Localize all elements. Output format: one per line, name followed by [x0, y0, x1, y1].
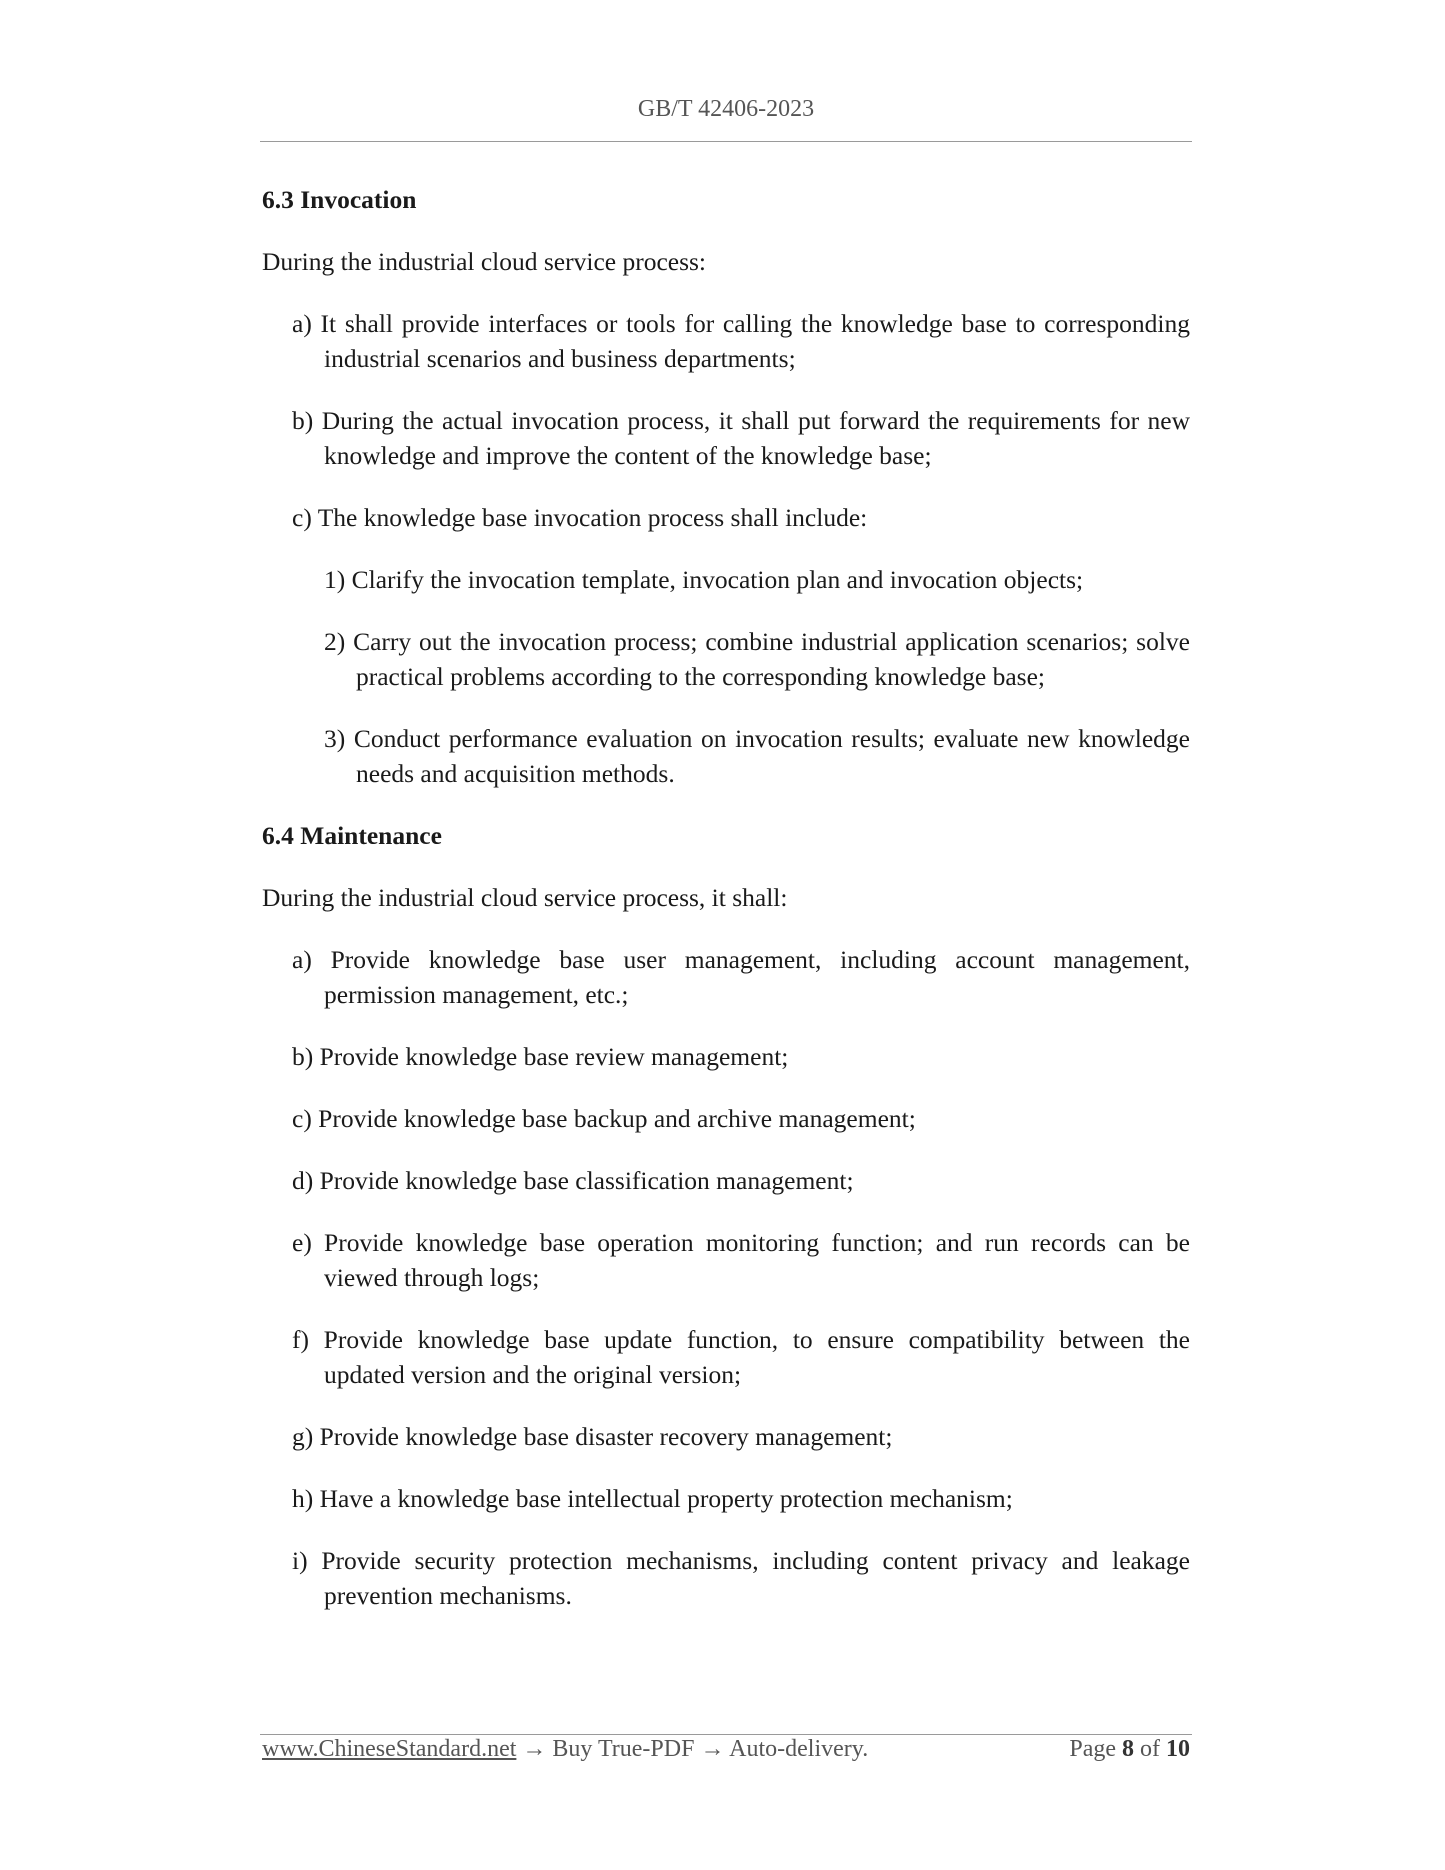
- document-header: GB/T 42406-2023: [637, 96, 815, 122]
- of-word: of: [1140, 1736, 1160, 1762]
- page-number: [1069, 1736, 1190, 1763]
- section-intro: During the industrial cloud service process:: [262, 247, 707, 276]
- list-item: b) Provide knowledge base review management;: [292, 1042, 789, 1071]
- header-rule: [260, 141, 1192, 142]
- footer-left: [262, 1736, 868, 1763]
- section-intro: During the industrial cloud service process, it shall:: [262, 883, 788, 912]
- page-total: 10: [1166, 1736, 1190, 1762]
- sub-list-item: 1) Clarify the invocation template, invocation plan and invocation objects;: [324, 565, 1084, 594]
- sub-list-item: 3) Conduct performance evaluation on invocation results; evaluate new knowledge needs and acquisition methods.: [324, 724, 1190, 788]
- arrow-right-icon: →: [700, 1736, 725, 1762]
- list-item: a) Provide knowledge base user management, including account management, permission management, etc.;: [292, 945, 1190, 1009]
- section-heading-invocation: 6.3 Invocation: [262, 185, 417, 214]
- list-item: i) Provide security protection mechanisms, including content privacy and leakage prevention mechanisms.: [292, 1546, 1190, 1610]
- page-footer: [262, 1736, 1190, 1763]
- list-item: d) Provide knowledge base classification management;: [292, 1166, 854, 1195]
- list-item: c) Provide knowledge base backup and archive management;: [292, 1104, 916, 1133]
- website-link[interactable]: www.ChineseStandard.net: [262, 1736, 517, 1762]
- list-item: e) Provide knowledge base operation monitoring function; and run records can be viewed through logs;: [292, 1228, 1190, 1292]
- list-item: c) The knowledge base invocation process shall include:: [292, 503, 868, 532]
- footer-rule: [260, 1734, 1192, 1735]
- arrow-right-icon: →: [522, 1736, 547, 1762]
- sub-list-item: 2) Carry out the invocation process; combine industrial application scenarios; solve practical problems according to the corresponding knowledge base;: [324, 627, 1190, 691]
- list-item: b) During the actual invocation process, it shall put forward the requirements for new knowledge and improve the content of the knowledge base;: [292, 406, 1190, 470]
- list-item: g) Provide knowledge base disaster recovery management;: [292, 1422, 893, 1451]
- page-word: Page: [1069, 1736, 1116, 1762]
- buy-true-pdf-text: Buy True-PDF: [552, 1736, 695, 1762]
- page-current: 8: [1122, 1736, 1134, 1762]
- list-item: f) Provide knowledge base update function, to ensure compatibility between the updated version and the original version;: [292, 1325, 1190, 1389]
- list-item: h) Have a knowledge base intellectual property protection mechanism;: [292, 1484, 1013, 1513]
- list-item: a) It shall provide interfaces or tools for calling the knowledge base to corresponding industrial scenarios and business departments;: [292, 309, 1190, 373]
- auto-delivery-text: Auto-delivery.: [729, 1736, 869, 1762]
- section-heading-maintenance: 6.4 Maintenance: [262, 821, 442, 850]
- page-content: [262, 182, 1190, 1640]
